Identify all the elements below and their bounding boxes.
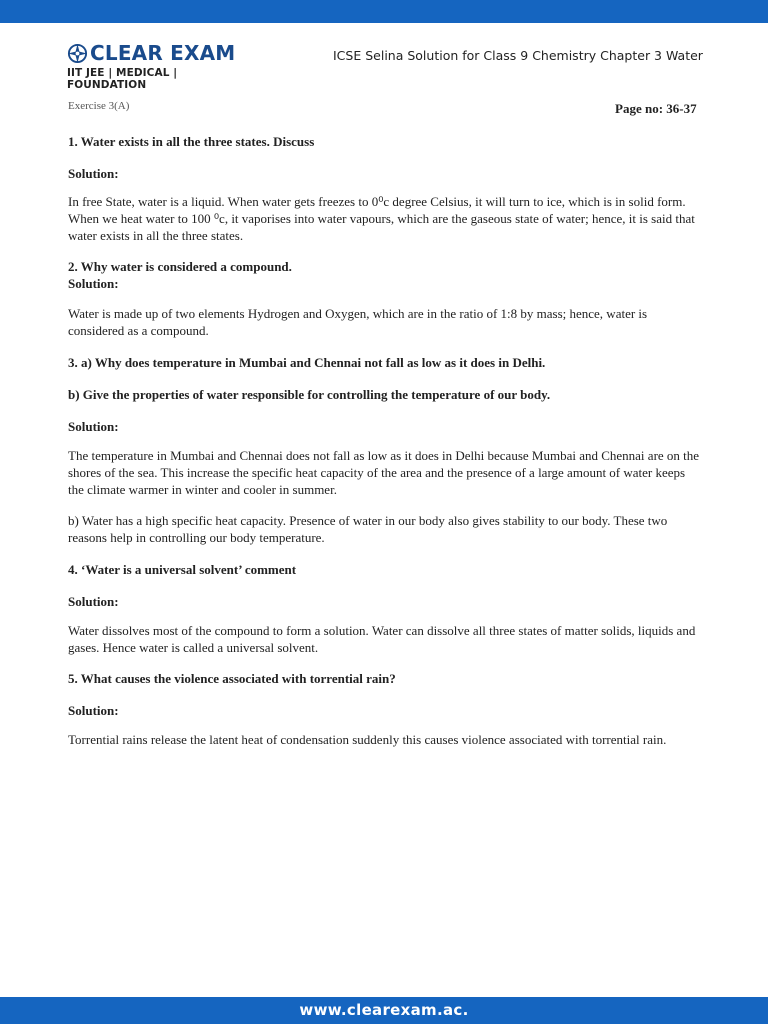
question-4: 4. ‘Water is a universal solvent’ comment xyxy=(68,562,297,577)
cropped-exercise-text: Exercise 3(A) xyxy=(68,100,130,112)
solution-3-label: Solution: xyxy=(68,419,119,434)
question-2: 2. Why water is considered a compound. xyxy=(68,259,292,274)
solution-2-label: Solution: xyxy=(68,276,119,291)
solution-1-label: Solution: xyxy=(68,166,119,181)
question-1: 1. Water exists in all the three states. Discuss xyxy=(68,134,315,149)
question-3a: 3. a) Why does temperature in Mumbai and Chennai not fall as low as it does in Delhi. xyxy=(68,355,546,370)
page-number: Page no: 36-37 xyxy=(615,101,697,116)
solution-4-text: Water dissolves most of the compound to form a solution. Water can dissolve all three states of matter solids, liquids and gases. Hence water is called a universal solvent. xyxy=(68,623,696,655)
document-title: ICSE Selina Solution for Class 9 Chemistry Chapter 3 Water xyxy=(333,48,703,63)
solution-5-text: Torrential rains release the latent heat of condensation suddenly this causes violence associated with torrential rain. xyxy=(68,732,667,747)
footer-url[interactable]: www.clearexam.ac. xyxy=(0,997,768,1024)
document-body xyxy=(68,133,704,748)
solution-3a-text: The temperature in Mumbai and Chennai does not fall as low as it does in Delhi because Mumbai and Chennai are on the shores of the sea. This increase the specific heat capacity of the area and the presence of a large amount of water keeps the climate warmer in winter and cooler in summer. xyxy=(68,448,700,497)
question-5: 5. What causes the violence associated with torrential rain? xyxy=(68,671,396,686)
question-3b: b) Give the properties of water responsible for controlling the temperature of our body. xyxy=(68,387,551,402)
solution-4-label: Solution: xyxy=(68,594,119,609)
solution-3b-text: b) Water has a high specific heat capacity. Presence of water in our body also gives stability to our body. These two reasons help in controlling our body temperature. xyxy=(68,513,668,545)
cropped-exercise-label xyxy=(68,100,158,112)
compass-globe-icon xyxy=(67,43,88,64)
top-brand-bar xyxy=(0,0,768,23)
logo-title: CLEAR EXAM xyxy=(90,41,236,65)
solution-5-label: Solution: xyxy=(68,703,119,718)
solution-2-text: Water is made up of two elements Hydrogen and Oxygen, which are in the ratio of 1:8 by mass; hence, water is considered as a compound. xyxy=(68,306,648,338)
clear-exam-logo xyxy=(67,41,237,91)
logo-subtitle: IIT JEE | MEDICAL | FOUNDATION xyxy=(67,67,178,91)
solution-1-text: In free State, water is a liquid. When water gets freezes to 0⁰c degree Celsius, it will turn to ice, which is in solid form. When we heat water to 100 ⁰c, it vaporises into water vapours, which are the gaseous state of water; hence, it is said that water exists in all the three states. xyxy=(68,194,695,243)
